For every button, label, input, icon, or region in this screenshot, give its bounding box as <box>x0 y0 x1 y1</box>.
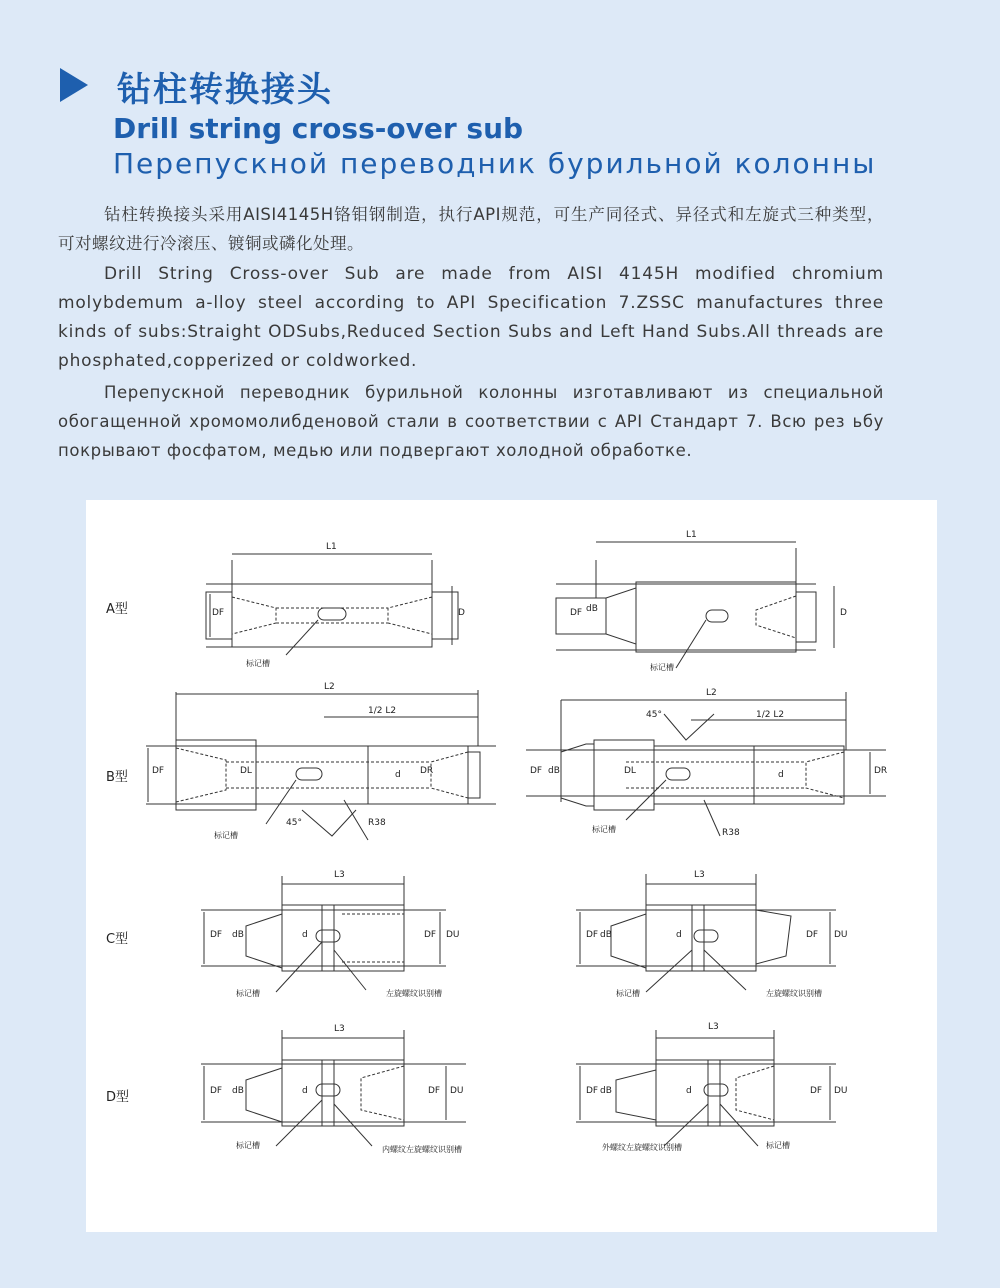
dim-l2-right: L2 <box>706 688 717 698</box>
dim-db-a-right: dB <box>586 604 598 614</box>
row-label-b: B型 <box>106 770 128 785</box>
sub-b-reduced <box>526 692 886 836</box>
dim-angle-left: 45° <box>286 818 302 828</box>
triangle-bullet-icon <box>60 68 88 102</box>
caption-mark-groove-a-left: 标记槽 <box>246 659 270 668</box>
caption-mark-groove-d-left: 标记槽 <box>236 1141 260 1150</box>
dim-dl-b-right: DL <box>624 766 636 776</box>
dim-l2-left: L2 <box>324 682 335 692</box>
caption-mark-groove-d-right: 标记槽 <box>766 1141 790 1150</box>
dim-d-d-right: d <box>686 1086 692 1096</box>
dim-d-b-right: d <box>778 770 784 780</box>
technical-drawing-panel <box>86 500 937 1232</box>
dim-half-l2-left: 1/2 L2 <box>368 706 397 716</box>
dim-df-c-left: DF <box>210 930 223 940</box>
sub-a-straight <box>206 554 458 655</box>
dim-d-a-right: D <box>840 608 847 618</box>
title-russian: Перепускной переводник бурильной колонны <box>113 147 877 180</box>
dim-du-d-right: DU <box>834 1086 848 1096</box>
caption-mark-groove-c-right: 标记槽 <box>616 989 640 998</box>
dim-db-d-left: dB <box>232 1086 244 1096</box>
dim-dr-b-right: DR <box>874 766 888 776</box>
caption-left-hand-groove-c-right: 左旋螺纹识别槽 <box>766 989 822 998</box>
caption-mark-groove-b-right: 标记槽 <box>592 825 616 834</box>
sub-b-straight <box>146 690 496 840</box>
dim-df-c-right: DF <box>586 930 599 940</box>
row-label-d: D型 <box>106 1090 130 1105</box>
paragraph-russian: Перепускной переводник бурильной колонны изготавливают из специальной обогащенной хромомолибденовой стали в соответствии с API Стандарт 7. Всю рез ьбу покрывают фосфатом, медью или подвергают холодной обработке. <box>58 383 884 460</box>
title-english: Drill string cross-over sub <box>113 112 524 145</box>
dim-l3-c-left: L3 <box>334 870 345 880</box>
dim-df-c-right2: DF <box>806 930 819 940</box>
dim-df-b-right: DF <box>530 766 543 776</box>
dim-df-a-left: DF <box>212 608 225 618</box>
dim-l1-left: L1 <box>326 542 337 552</box>
dim-df-d-right2: DF <box>810 1086 823 1096</box>
caption-outer-left-groove: 外螺纹左旋螺纹识别槽 <box>602 1143 682 1152</box>
dim-d-d-left: d <box>302 1086 308 1096</box>
paragraph-chinese: 钻柱转换接头采用AISI4145H铬钼钢制造，执行API规范，可生产同径式、异径式和左旋式三种类型，可对螺纹进行冷滚压、镀铜或磷化处理。 <box>58 205 884 253</box>
dim-df-d-left: DF <box>210 1086 223 1096</box>
caption-mark-groove-c-left: 标记槽 <box>236 989 260 998</box>
sub-c-left-hand-reduced <box>576 874 836 992</box>
dim-l3-d-left: L3 <box>334 1024 345 1034</box>
dim-df-d-right: DF <box>586 1086 599 1096</box>
dim-d-c-right: d <box>676 930 682 940</box>
dim-db-c-left: dB <box>232 930 244 940</box>
dim-l1-right: L1 <box>686 530 697 540</box>
dim-angle-right: 45° <box>646 710 662 720</box>
caption-mark-groove-a-right: 标记槽 <box>650 663 674 672</box>
dim-d-a-left: D <box>458 608 465 618</box>
dim-df-b-left: DF <box>152 766 165 776</box>
dim-df-c-left2: DF <box>424 930 437 940</box>
dim-d-c-left: d <box>302 930 308 940</box>
dim-r38-right: R38 <box>722 828 740 838</box>
dim-df-a-right: DF <box>570 608 583 618</box>
dim-du-c-right: DU <box>834 930 848 940</box>
dim-r38-left: R38 <box>368 818 386 828</box>
caption-mark-groove-b-left: 标记槽 <box>214 831 238 840</box>
paragraph-english: Drill String Cross-over Sub are made from AISI 4145H modified chromium molybdemum a-lloy steel according to API Specification 7.ZSSC manufactures three kinds of subs:Straight ODSubs,Reduced Section Subs and Left Hand Subs.All threads are phosphated,copperized or coldworked. <box>58 264 884 371</box>
dim-db-b-right: dB <box>548 766 560 776</box>
dim-df-d-left2: DF <box>428 1086 441 1096</box>
dim-l3-c-right: L3 <box>694 870 705 880</box>
row-label-a: A型 <box>106 602 128 617</box>
dim-du-c-left: DU <box>446 930 460 940</box>
sub-d-left-hand-reduced <box>576 1030 836 1146</box>
row-label-c: C型 <box>106 932 129 947</box>
dim-dl-b-left: DL <box>240 766 252 776</box>
caption-left-hand-groove-c-left: 左旋螺纹识别槽 <box>386 989 442 998</box>
dim-db-c-right: dB <box>600 930 612 940</box>
dim-l3-d-right: L3 <box>708 1022 719 1032</box>
dim-half-l2-right: 1/2 L2 <box>756 710 785 720</box>
caption-inner-left-groove: 内螺纹左旋螺纹识别槽 <box>382 1145 462 1154</box>
dim-dr-b-left: DR <box>420 766 434 776</box>
title-chinese: 钻柱转换接头 <box>117 70 333 110</box>
dim-du-d-left: DU <box>450 1086 464 1096</box>
dim-d-b-left: d <box>395 770 401 780</box>
dim-db-d-right: dB <box>600 1086 612 1096</box>
